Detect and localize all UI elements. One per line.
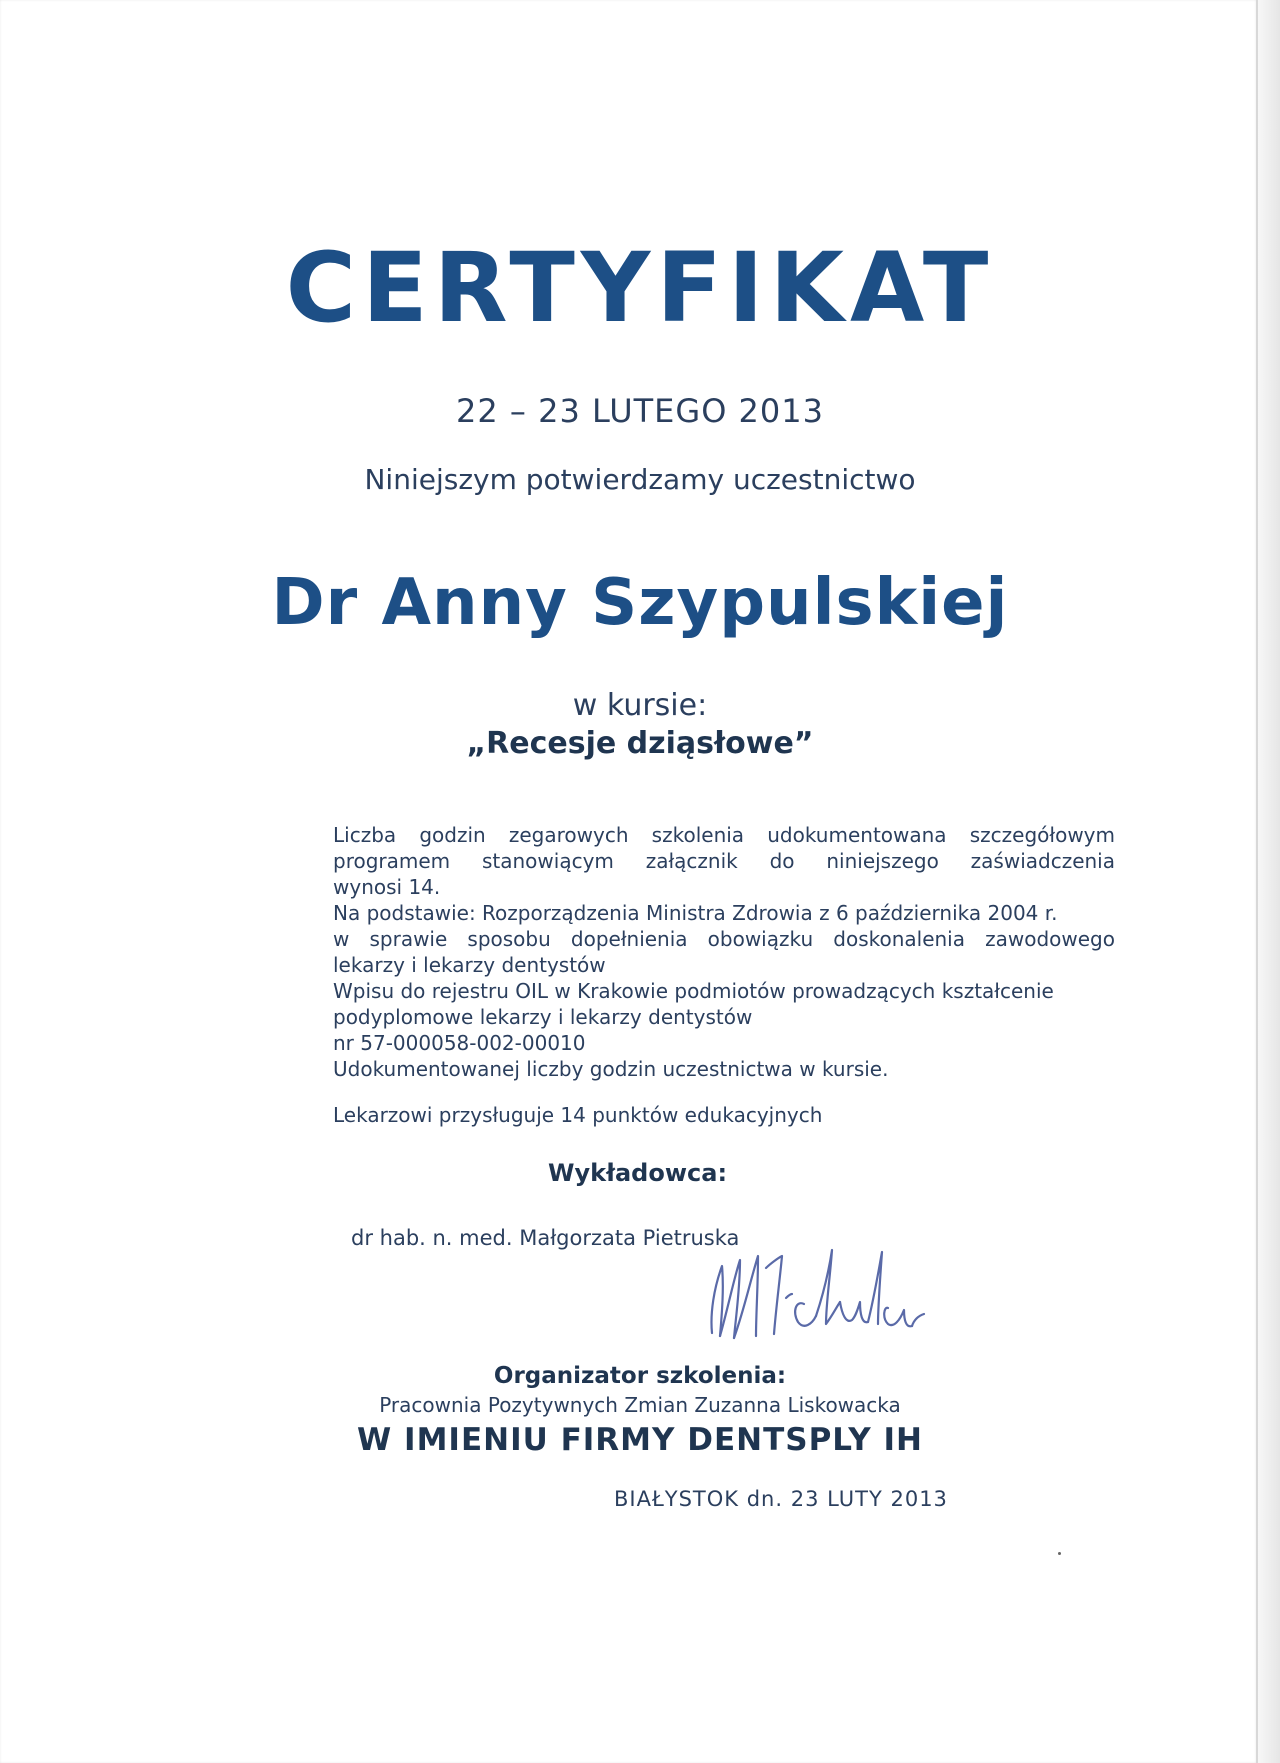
education-points: Lekarzowi przysługuje 14 punktów edukacyjnych [333, 1103, 823, 1127]
body-line: programem stanowiącym załącznik do niniejszego zaświadczenia [333, 849, 1115, 873]
scan-edge [1258, 0, 1280, 1763]
body-line: podyplomowe lekarzy i lekarzy dentystów [333, 1005, 753, 1029]
course-date: 22 – 23 LUTEGO 2013 [456, 392, 824, 430]
body-line: w sprawie sposobu dopełnienia obowiązku doskonalenia zawodowego [333, 927, 1115, 951]
scan-speck [1058, 1552, 1061, 1555]
body-line: lekarzy i lekarzy dentystów [333, 953, 606, 977]
certificate-body [333, 822, 1115, 1082]
body-line: Wpisu do rejestru OIL w Krakowie podmiotów prowadzących kształcenie [333, 979, 1054, 1003]
participant-name: Dr Anny Szypulskiej [271, 566, 1009, 640]
organizer-name: Pracownia Pozytywnych Zmian Zuzanna Liskowacka [379, 1393, 901, 1417]
place-and-date: BIAŁYSTOK dn. 23 LUTY 2013 [614, 1487, 948, 1511]
certificate-title: CERTYFIKAT [285, 232, 995, 344]
organizer-label: Organizator szkolenia: [493, 1363, 787, 1389]
handwritten-signature [700, 1238, 950, 1348]
firm-name: W IMIENIU FIRMY DENTSPLY IH [357, 1422, 923, 1458]
course-intro: w kursie: [572, 688, 708, 723]
lecturer-name: dr hab. n. med. Małgorzata Pietruska [351, 1226, 740, 1250]
body-line: Na podstawie: Rozporządzenia Ministra Zdrowia z 6 października 2004 r. [333, 901, 1058, 925]
confirmation-text: Niniejszym potwierdzamy uczestnictwo [364, 463, 916, 496]
body-line: Udokumentowanej liczby godzin uczestnictwa w kursie. [333, 1057, 889, 1081]
lecturer-label: Wykładowca: [548, 1159, 728, 1187]
body-line: Liczba godzin zegarowych szkolenia udokumentowana szczegółowym [333, 823, 1115, 847]
course-name: „Recesje dziąsłowe” [466, 726, 814, 761]
body-line: wynosi 14. [333, 875, 441, 899]
body-line: nr 57-000058-002-00010 [333, 1031, 586, 1055]
